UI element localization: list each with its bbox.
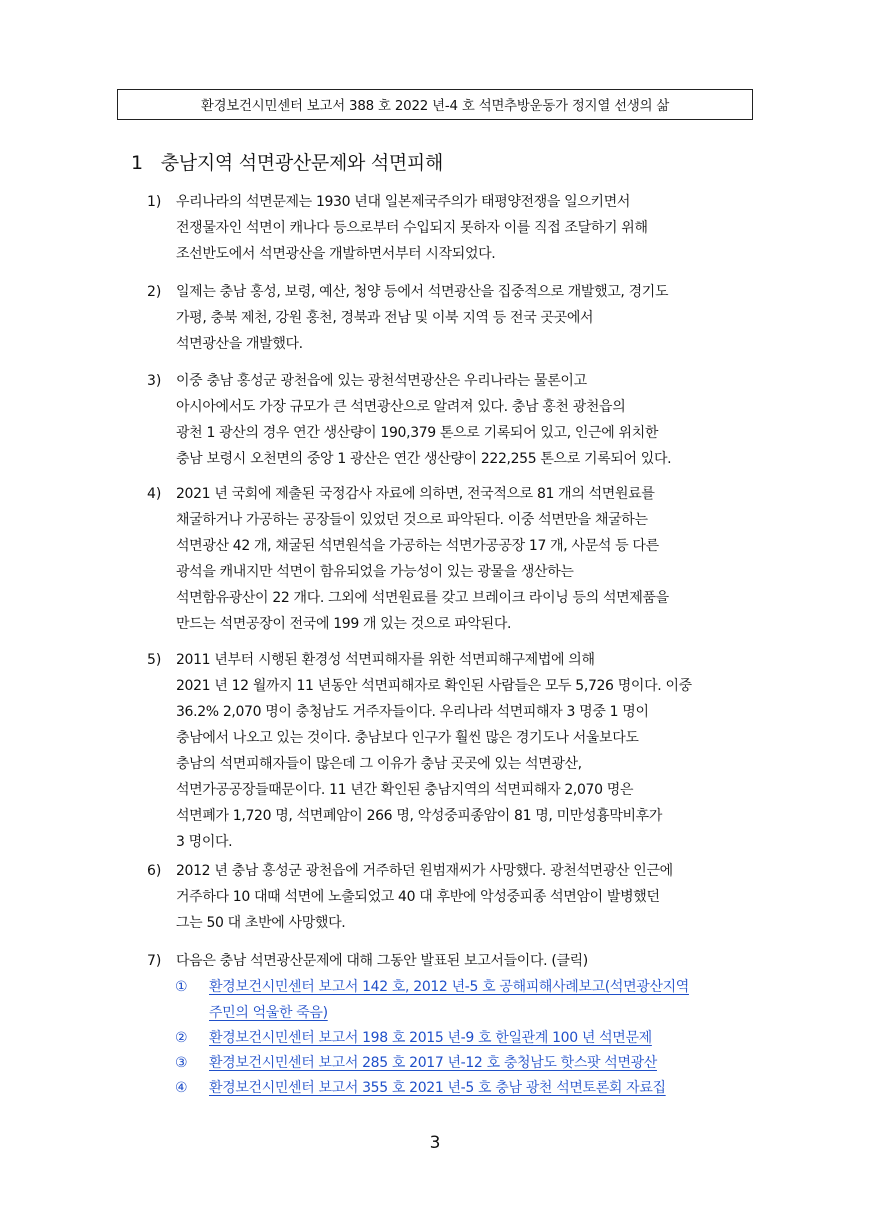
paragraph-number: 2) — [147, 284, 162, 300]
reference-link-2[interactable]: 환경보건시민센터 보고서 198 호 2015 년-9 호 한일관계 100 년 석면문제 — [209, 1030, 652, 1046]
reference-marker: ② — [175, 1030, 188, 1046]
paragraph-number: 4) — [147, 486, 162, 502]
reference-item-1 — [175, 974, 689, 1021]
paragraph-line: 전쟁물자인 석면이 캐나다 등으로부터 수입되지 못하자 이를 직접 조달하기 위해 — [176, 220, 648, 236]
paragraph-line: 석면가공공장들때문이다. 11 년간 확인된 충남지역의 석면피해자 2,070 명은 — [176, 782, 634, 798]
paragraph-number: 7) — [147, 953, 162, 969]
paragraph-line: 일제는 충남 홍성, 보령, 예산, 청양 등에서 석면광산을 집중적으로 개발했고, 경기도 — [176, 284, 669, 300]
paragraph-line: 2021 년 국회에 제출된 국정감사 자료에 의하면, 전국적으로 81 개의 석면원료를 — [176, 486, 655, 502]
paragraph-line: 광천 1 광산의 경우 연간 생산량이 190,379 톤으로 기록되어 있고, 인근에 위치한 — [176, 425, 659, 441]
paragraph-line: 만드는 석면공장이 전국에 199 개 있는 것으로 파악된다. — [176, 616, 512, 632]
paragraph-line: 아시아에서도 가장 규모가 큰 석면광산으로 알려져 있다. 충남 홍천 광천읍의 — [176, 399, 626, 415]
paragraph-line: 석면폐가 1,720 명, 석면폐암이 266 명, 악성중피종암이 81 명, 미만성흉막비후가 — [176, 808, 663, 824]
reference-item-3 — [175, 1050, 657, 1076]
paragraph-line: 광석을 캐내지만 석면이 함유되었을 가능성이 있는 광물을 생산하는 — [176, 564, 574, 580]
reference-marker: ③ — [175, 1055, 188, 1071]
paragraph-line: 다음은 충남 석면광산문제에 대해 그동안 발표된 보고서들이다. (클릭) — [176, 953, 588, 969]
report-header-box — [117, 89, 753, 120]
reference-item-4 — [175, 1075, 666, 1101]
paragraph-line: 3 명이다. — [176, 834, 233, 850]
paragraph-line: 2011 년부터 시행된 환경성 석면피해자를 위한 석면피해구제법에 의해 — [176, 652, 595, 668]
paragraph-line: 채굴하거나 가공하는 공장들이 있었던 것으로 파악된다. 이중 석면만을 채굴하는 — [176, 512, 648, 528]
report-header-text: 환경보건시민센터 보고서 388 호 2022 년-4 호 석면추방운동가 정지열 선생의 삶 — [200, 99, 670, 114]
paragraph-number: 6) — [147, 863, 162, 879]
section-number: 1 — [131, 152, 143, 174]
paragraph-line: 이중 충남 홍성군 광천읍에 있는 광천석면광산은 우리나라는 물론이고 — [176, 373, 587, 389]
paragraph-line: 충남에서 나오고 있는 것이다. 충남보다 인구가 훨씬 많은 경기도나 서울보다도 — [176, 730, 639, 746]
paragraph-line: 우리나라의 석면문제는 1930 년대 일본제국주의가 태평양전쟁을 일으키면서 — [176, 194, 631, 210]
paragraph-line: 2021 년 12 월까지 11 년동안 석면피해자로 확인된 사람들은 모두 5,726 명이다. 이중 — [176, 678, 692, 694]
paragraph-line: 가평, 충북 제천, 강원 홍천, 경북과 전남 및 이북 지역 등 전국 곳곳에서 — [176, 310, 594, 326]
section-title: 충남지역 석면광산문제와 석면피해 — [160, 152, 444, 174]
section-heading — [131, 148, 443, 175]
page-number: 3 — [429, 1133, 441, 1153]
reference-link-3[interactable]: 환경보건시민센터 보고서 285 호 2017 년-12 호 충청남도 핫스팟 석면광산 — [209, 1055, 657, 1071]
reference-link-1-continued[interactable]: 주민의 억울한 죽음) — [209, 1005, 328, 1021]
paragraph-number: 5) — [147, 652, 162, 668]
paragraph-line: 석면광산을 개발했다. — [176, 336, 303, 352]
paragraph-number: 1) — [147, 194, 162, 210]
paragraph-line: 석면광산 42 개, 채굴된 석면원석을 가공하는 석면가공공장 17 개, 사문석 등 다른 — [176, 538, 659, 554]
reference-marker: ④ — [175, 1080, 188, 1096]
paragraph-number: 3) — [147, 373, 162, 389]
paragraph-line: 조선반도에서 석면광산을 개발하면서부터 시작되었다. — [176, 246, 496, 262]
paragraph-line: 충남의 석면피해자들이 많은데 그 이유가 충남 곳곳에 있는 석면광산, — [176, 756, 582, 772]
reference-link-1[interactable]: 환경보건시민센터 보고서 142 호, 2012 년-5 호 공해피해사례보고(석면광산지역 — [209, 979, 689, 995]
paragraph-line: 2012 년 충남 홍성군 광천읍에 거주하던 원범재씨가 사망했다. 광천석면광산 인근에 — [176, 863, 673, 879]
reference-item-2 — [175, 1025, 652, 1051]
paragraph-line: 충남 보령시 오천면의 중앙 1 광산은 연간 생산량이 222,255 톤으로 기록되어 있다. — [176, 451, 672, 467]
paragraph-line: 석면함유광산이 22 개다. 그외에 석면원료를 갖고 브레이크 라이닝 등의 석면제품을 — [176, 590, 669, 606]
paragraph-line: 그는 50 대 초반에 사망했다. — [176, 915, 346, 931]
reference-marker: ① — [175, 979, 188, 995]
reference-link-4[interactable]: 환경보건시민센터 보고서 355 호 2021 년-5 호 충남 광천 석면토론회 자료집 — [209, 1080, 666, 1096]
paragraph-line: 36.2% 2,070 명이 충청남도 거주자들이다. 우리나라 석면피해자 3 명중 1 명이 — [176, 704, 649, 720]
paragraph-line: 거주하다 10 대때 석면에 노출되었고 40 대 후반에 악성중피종 석면암이 발병했던 — [176, 889, 660, 905]
